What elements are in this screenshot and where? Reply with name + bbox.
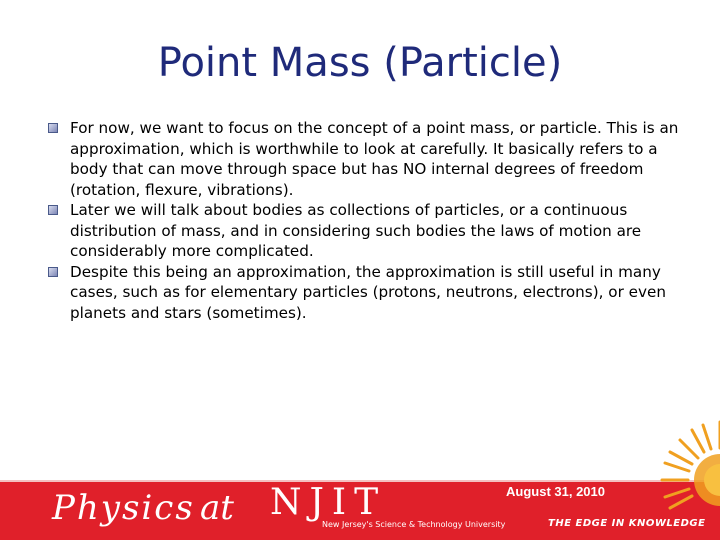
slide-title: Point Mass (Particle): [157, 40, 563, 86]
bullet-text: Later we will talk about bodies as collections of particles, or a continuous distribution of mass, and in considering such bodies the laws of motion are considerably more complicated.: [70, 201, 642, 260]
njit-logo: NJIT: [270, 482, 387, 523]
square-bullet-icon: [48, 267, 58, 277]
square-bullet-icon: [48, 123, 58, 133]
bullet-list: [48, 118, 688, 323]
slide-date: August 31, 2010: [506, 484, 605, 499]
bullet-text: Despite this being an approximation, the approximation is still useful in many cases, such as for elementary particles (protons, neutrons, electrons), or even planets and stars (sometimes).: [70, 262, 666, 322]
njit-subtitle: New Jersey's Science & Technology University: [322, 520, 506, 529]
bullet-item: [48, 118, 688, 200]
bullet-item: [48, 262, 688, 324]
footer-at-wordmark: at: [200, 488, 234, 528]
square-bullet-icon: [48, 205, 58, 215]
sun-icon: [660, 400, 720, 540]
footer-tagline: THE EDGE IN KNOWLEDGE: [548, 518, 706, 529]
footer-banner: [0, 480, 720, 540]
bullet-text: For now, we want to focus on the concept of a point mass, or particle. This is an approximation, which is worthwhile to look at carefully. It basically refers to a body that can move through space but has NO internal degrees of freedom (rotation, flexure, vibrations).: [70, 119, 679, 199]
footer-physics-wordmark: Physics: [52, 488, 195, 528]
bullet-item: [48, 200, 688, 262]
